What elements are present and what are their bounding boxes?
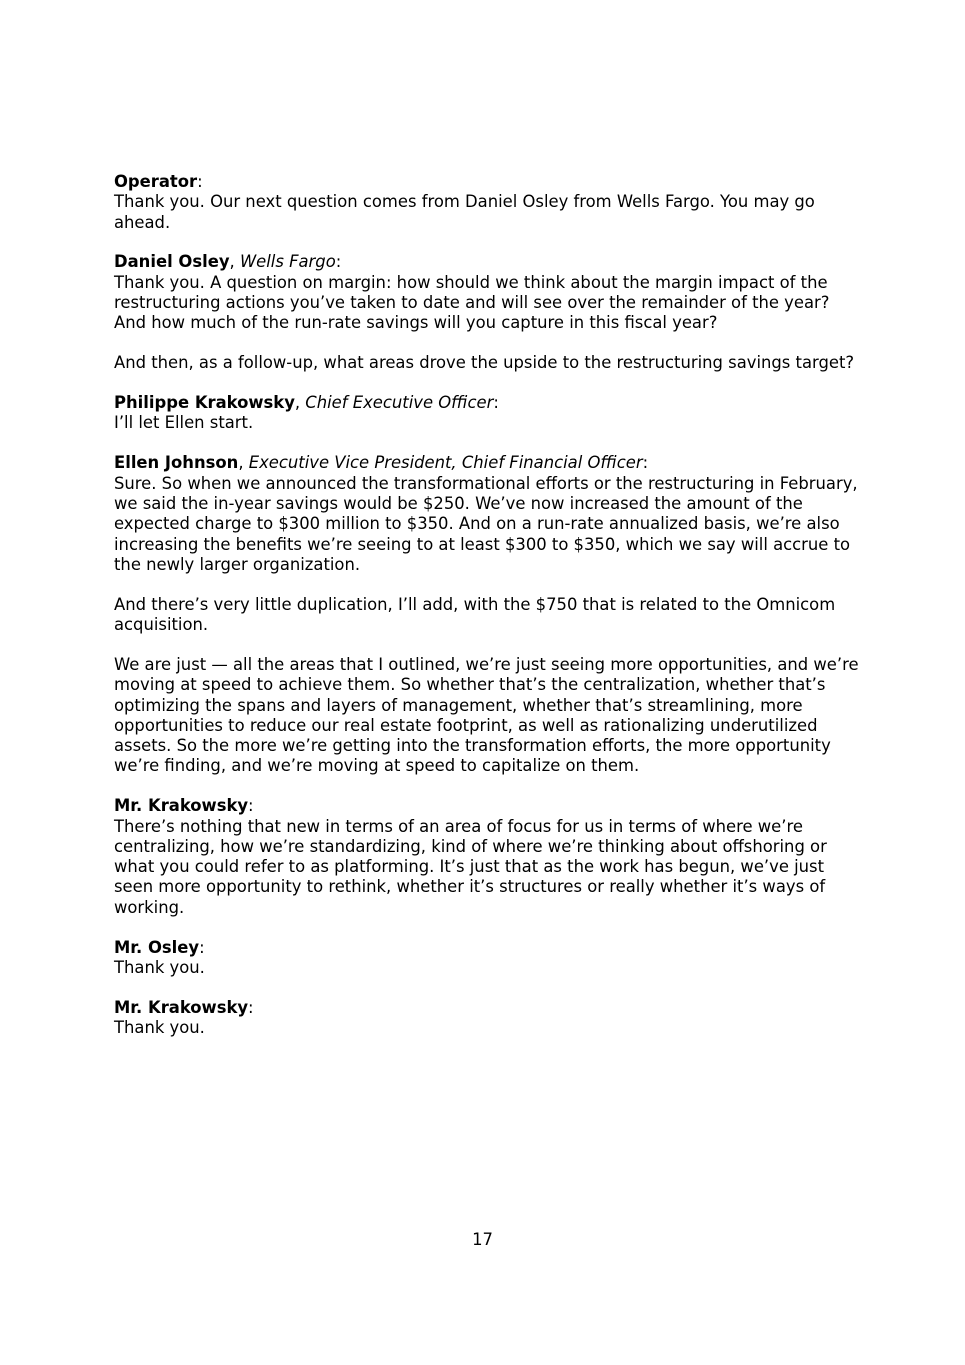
speaker-name: Ellen Johnson <box>114 453 239 473</box>
speaker-name: Mr. Osley <box>114 937 200 957</box>
speaker-block-ellen-johnson <box>114 453 859 776</box>
speaker-line: Operator: <box>114 172 203 191</box>
paragraph: Thank you. <box>114 1018 205 1038</box>
paragraph: There’s nothing that new in terms of an area of focus for us in terms of where we’re centralizing, how we’re standardizing, kind of where we’re thinking about offshoring or what you could refer to as platforming. It’s just that as the work has begun, we’ve just seen more opportunity to rethink, whether it’s structures or really whether it’s ways of working. <box>114 816 827 917</box>
speaker-block-daniel-osley <box>114 252 859 373</box>
paragraph: Thank you. A question on margin: how should we think about the margin impact of the restructuring actions you’ve taken to date and will see over the remainder of the year? And how much of the run-rate savings will you capture in this fiscal year? <box>114 272 830 333</box>
speaker-line: Ellen Johnson, Executive Vice President, Chief Financial Officer: <box>114 453 649 473</box>
speaker-title: Wells Fargo <box>239 252 336 272</box>
speaker-name: Operator <box>114 172 198 191</box>
paragraph: I’ll let Ellen start. <box>114 413 254 433</box>
paragraph: Thank you. <box>114 957 205 977</box>
speaker-name: Daniel Osley <box>114 252 230 272</box>
speaker-block-philippe-krakowsky <box>114 393 859 434</box>
speaker-block-operator <box>114 172 859 233</box>
paragraph: And there’s very little duplication, I’ll add, with the $750 that is related to the Omnicom acquisition. <box>114 594 836 635</box>
paragraph: We are just — all the areas that I outlined, we’re just seeing more opportunities, and we’re moving at speed to achieve them. So whether that’s the centralization, whether that’s optimizing the spans and layers of management, whether that’s streamlining, more opportunities to reduce our real estate footprint, as well as rationalizing underutilized assets. So the more we’re getting into the transformation efforts, the more opportunity we’re finding, and we’re moving at speed to capitalize on them. <box>114 654 859 776</box>
page-number: 17 <box>472 1230 493 1249</box>
speaker-line: Mr. Osley: <box>114 937 205 957</box>
speaker-line: Mr. Krakowsky: <box>114 997 254 1017</box>
paragraph: And then, as a follow-up, what areas drove the upside to the restructuring savings target? <box>114 353 855 373</box>
speaker-block-mr-krakowsky-closing <box>114 998 859 1039</box>
speaker-line: Mr. Krakowsky: <box>114 796 254 816</box>
speaker-name: Philippe Krakowsky <box>114 393 295 413</box>
transcript <box>114 172 859 1058</box>
speaker-block-mr-krakowsky <box>114 796 859 918</box>
speaker-name: Mr. Krakowsky <box>114 997 249 1017</box>
paragraph: Sure. So when we announced the transformational efforts or the restructuring in February, we said the in-year savings would be $250. We’ve now increased the amount of the expected charge to $300 million to $350. And on a run-rate annualized basis, we’re also increasing the benefits we’re seeing to at least $300 to $350, which we say will accrue to the newly larger organization. <box>114 473 858 574</box>
paragraph: Thank you. Our next question comes from Daniel Osley from Wells Fargo. You may go ahead. <box>114 192 815 232</box>
speaker-block-mr-osley <box>114 938 859 979</box>
speaker-title: Executive Vice President, Chief Financial Officer <box>248 453 643 473</box>
speaker-title: Chief Executive Officer <box>305 393 494 413</box>
speaker-line: Daniel Osley, Wells Fargo: <box>114 252 342 272</box>
speaker-name: Mr. Krakowsky <box>114 796 249 816</box>
speaker-line: Philippe Krakowsky, Chief Executive Officer: <box>114 393 499 413</box>
